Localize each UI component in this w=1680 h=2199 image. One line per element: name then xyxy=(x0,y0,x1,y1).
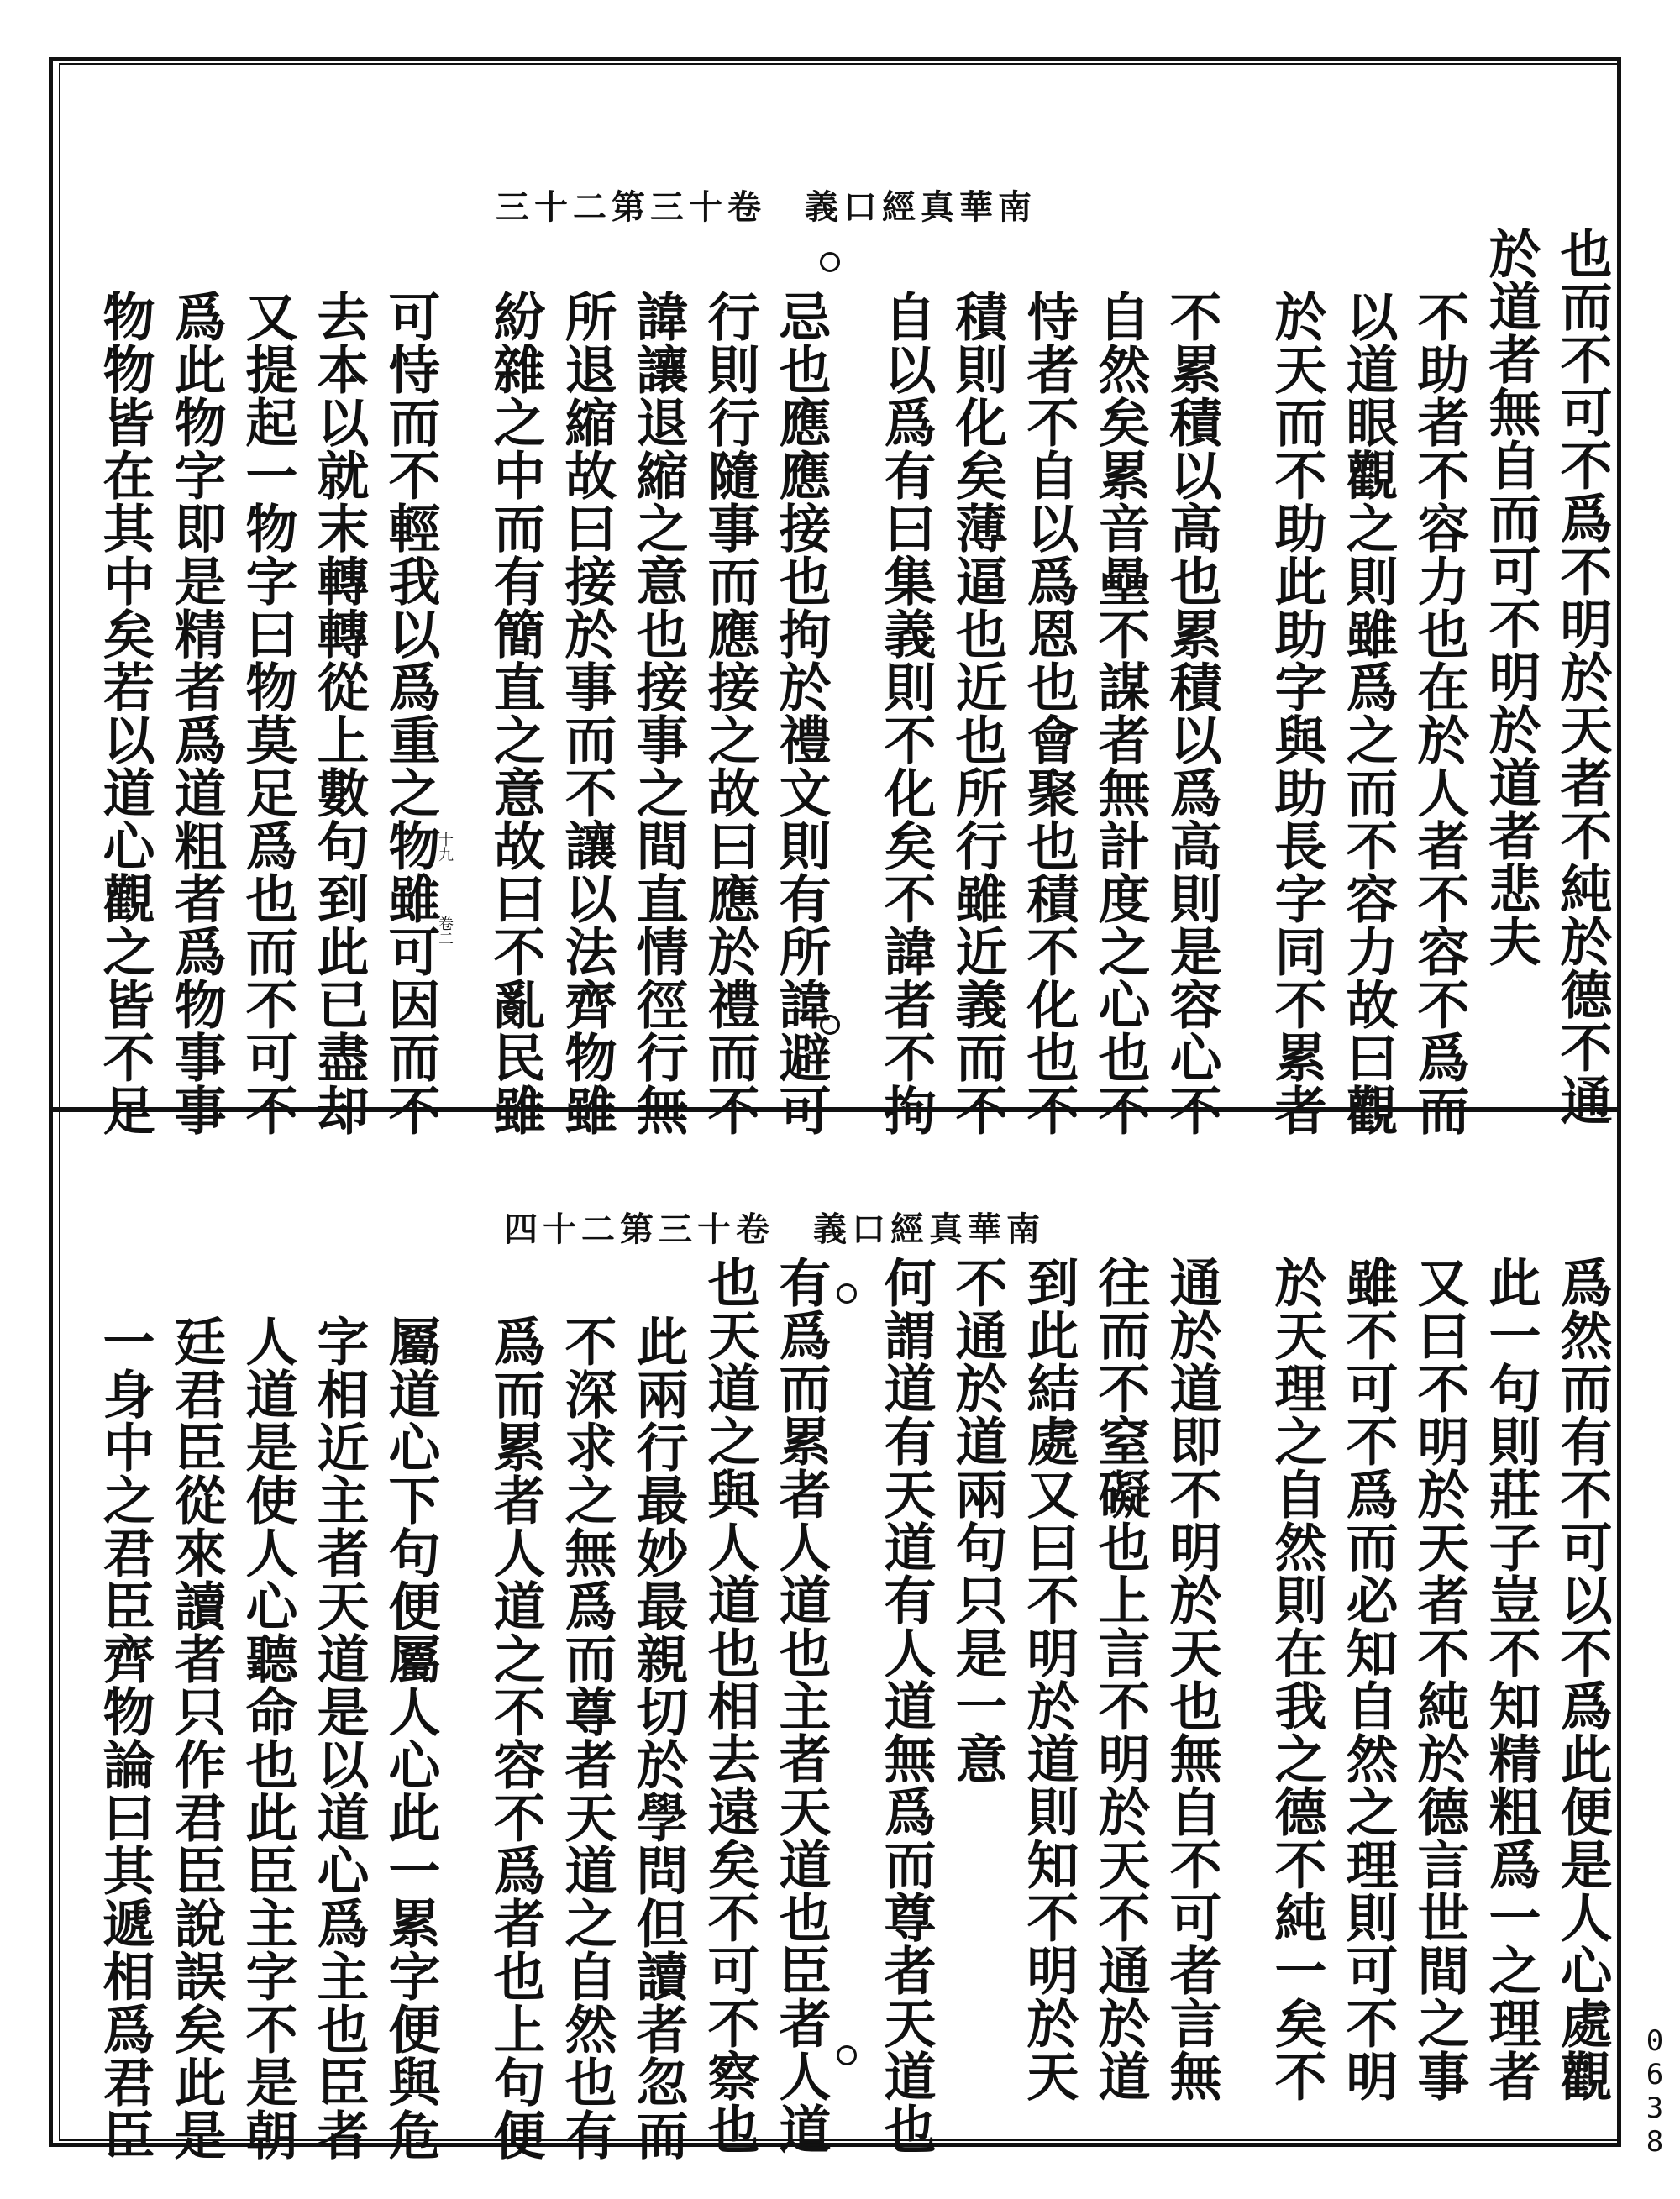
top-col-1: 也而不可不爲不明於天者不純於德不通 xyxy=(1551,227,1613,1126)
top-col-7: 自然矣累音壘不謀者無計度之心也不 xyxy=(1089,290,1151,1136)
punctuation-circle xyxy=(820,252,840,272)
bottom-header: 四十二第三十卷 義口經真華南 xyxy=(504,1210,1045,1249)
top-col-13: 諱讓退縮之意也接事之間直情徑行無 xyxy=(627,290,689,1136)
top-col-3: 不助者不容力也在於人者不容不爲而 xyxy=(1409,290,1470,1136)
page-number: 0638 xyxy=(1638,2024,1672,2159)
bottom-col-3: 又曰不明於天者不純於德言世間之事 xyxy=(1409,1256,1470,2102)
bottom-col-19: 廷君臣從來讀者只作君臣說誤矣此是 xyxy=(165,1315,227,2161)
top-col-18: 又提起一物字曰物莫足爲也而不可不 xyxy=(237,290,298,1136)
top-col-6: 不累積以高也累積以爲高則是容心不 xyxy=(1161,290,1222,1136)
top-col-5: 於天而不助此助字與助長字同不累者 xyxy=(1266,290,1327,1136)
bottom-col-10: 何謂道有天道有人道無爲而尊者天道也 xyxy=(875,1256,937,2155)
bottom-col-1: 爲然而有不可以不爲此便是人心處觀 xyxy=(1551,1256,1613,2102)
top-col-19: 爲此物字即是精者爲道粗者爲物事事 xyxy=(165,290,227,1136)
bottom-col-16: 屬道心下句便屬人心此一累字便與危 xyxy=(380,1315,441,2161)
bottom-col-20: 一身中之君臣齊物論曰其遞相爲君臣 xyxy=(94,1315,155,2161)
top-col-17: 去本以就末轉轉從上數句到此已盡却 xyxy=(308,290,370,1136)
top-col-11: 忌也應應接也拘於禮文則有所諱避可 xyxy=(770,290,832,1136)
bottom-col-12: 也天道之與人道也相去遠矣不可不察也 xyxy=(699,1256,760,2155)
bottom-col-2: 此一句則莊子豈不知精粗爲一之理者 xyxy=(1480,1256,1541,2102)
top-col-8: 恃者不自以爲恩也會聚也積不化也不 xyxy=(1018,290,1079,1136)
bottom-col-4: 雖不可不爲而必知自然之理則可不明 xyxy=(1337,1256,1399,2102)
top-col-12: 行則行隨事而應接之故曰應於禮而不 xyxy=(699,290,760,1136)
top-col-20: 物物皆在其中矣若以道心觀之皆不足 xyxy=(94,290,155,1136)
top-col-16: 可恃而不輕我以爲重之物雖可因而不 xyxy=(380,290,441,1136)
bottom-col-17: 字相近主者天道是以道心爲主也臣者 xyxy=(308,1315,370,2161)
punctuation-circle xyxy=(837,1283,857,1304)
top-col-10: 自以爲有曰集義則不化矣不諱者不拘 xyxy=(875,290,937,1136)
bottom-col-7: 往而不窒礙也上言不明於天不通於道 xyxy=(1089,1256,1151,2102)
bottom-col-6: 通於道即不明於天也無自不可者言無 xyxy=(1161,1256,1222,2102)
bottom-col-9: 不通於道兩句只是一意 xyxy=(947,1256,1008,1785)
top-col-4: 以道眼觀之則雖爲之而不容力故曰觀 xyxy=(1337,290,1399,1136)
top-col-15: 紛雜之中而有簡直之意故曰不亂民雖 xyxy=(485,290,546,1136)
top-col-2: 於道者無自而可不明於道者悲夫 xyxy=(1480,227,1541,968)
bottom-col-18: 人道是使人心聽命也此臣主字不是朝 xyxy=(237,1315,298,2161)
bottom-col-5: 於天理之自然則在我之德不純一矣不 xyxy=(1266,1256,1327,2102)
top-header: 三十二第三十卷 義口經真華南 xyxy=(496,187,1037,227)
punctuation-circle xyxy=(837,2045,857,2065)
bottom-col-15: 爲而累者人道之不容不爲者也上句便 xyxy=(485,1315,546,2161)
punctuation-circle xyxy=(820,1015,840,1035)
bottom-col-8: 到此結處又曰不明於道則知不明於天 xyxy=(1018,1256,1079,2102)
margin-note: 卷二 xyxy=(436,916,454,946)
bottom-col-14: 不深求之無爲而尊者天道之自然也有 xyxy=(556,1315,617,2161)
top-col-9: 積則化矣薄逼也近也所行雖近義而不 xyxy=(947,290,1008,1136)
bottom-col-11: 有爲而累者人道也主者天道也臣者人道 xyxy=(770,1256,832,2155)
bottom-col-13: 此兩行最妙最親切於學問但讀者忽而 xyxy=(627,1315,689,2161)
margin-note: 十九 xyxy=(436,832,454,862)
top-col-14: 所退縮故曰接於事而不讓以法齊物雖 xyxy=(556,290,617,1136)
